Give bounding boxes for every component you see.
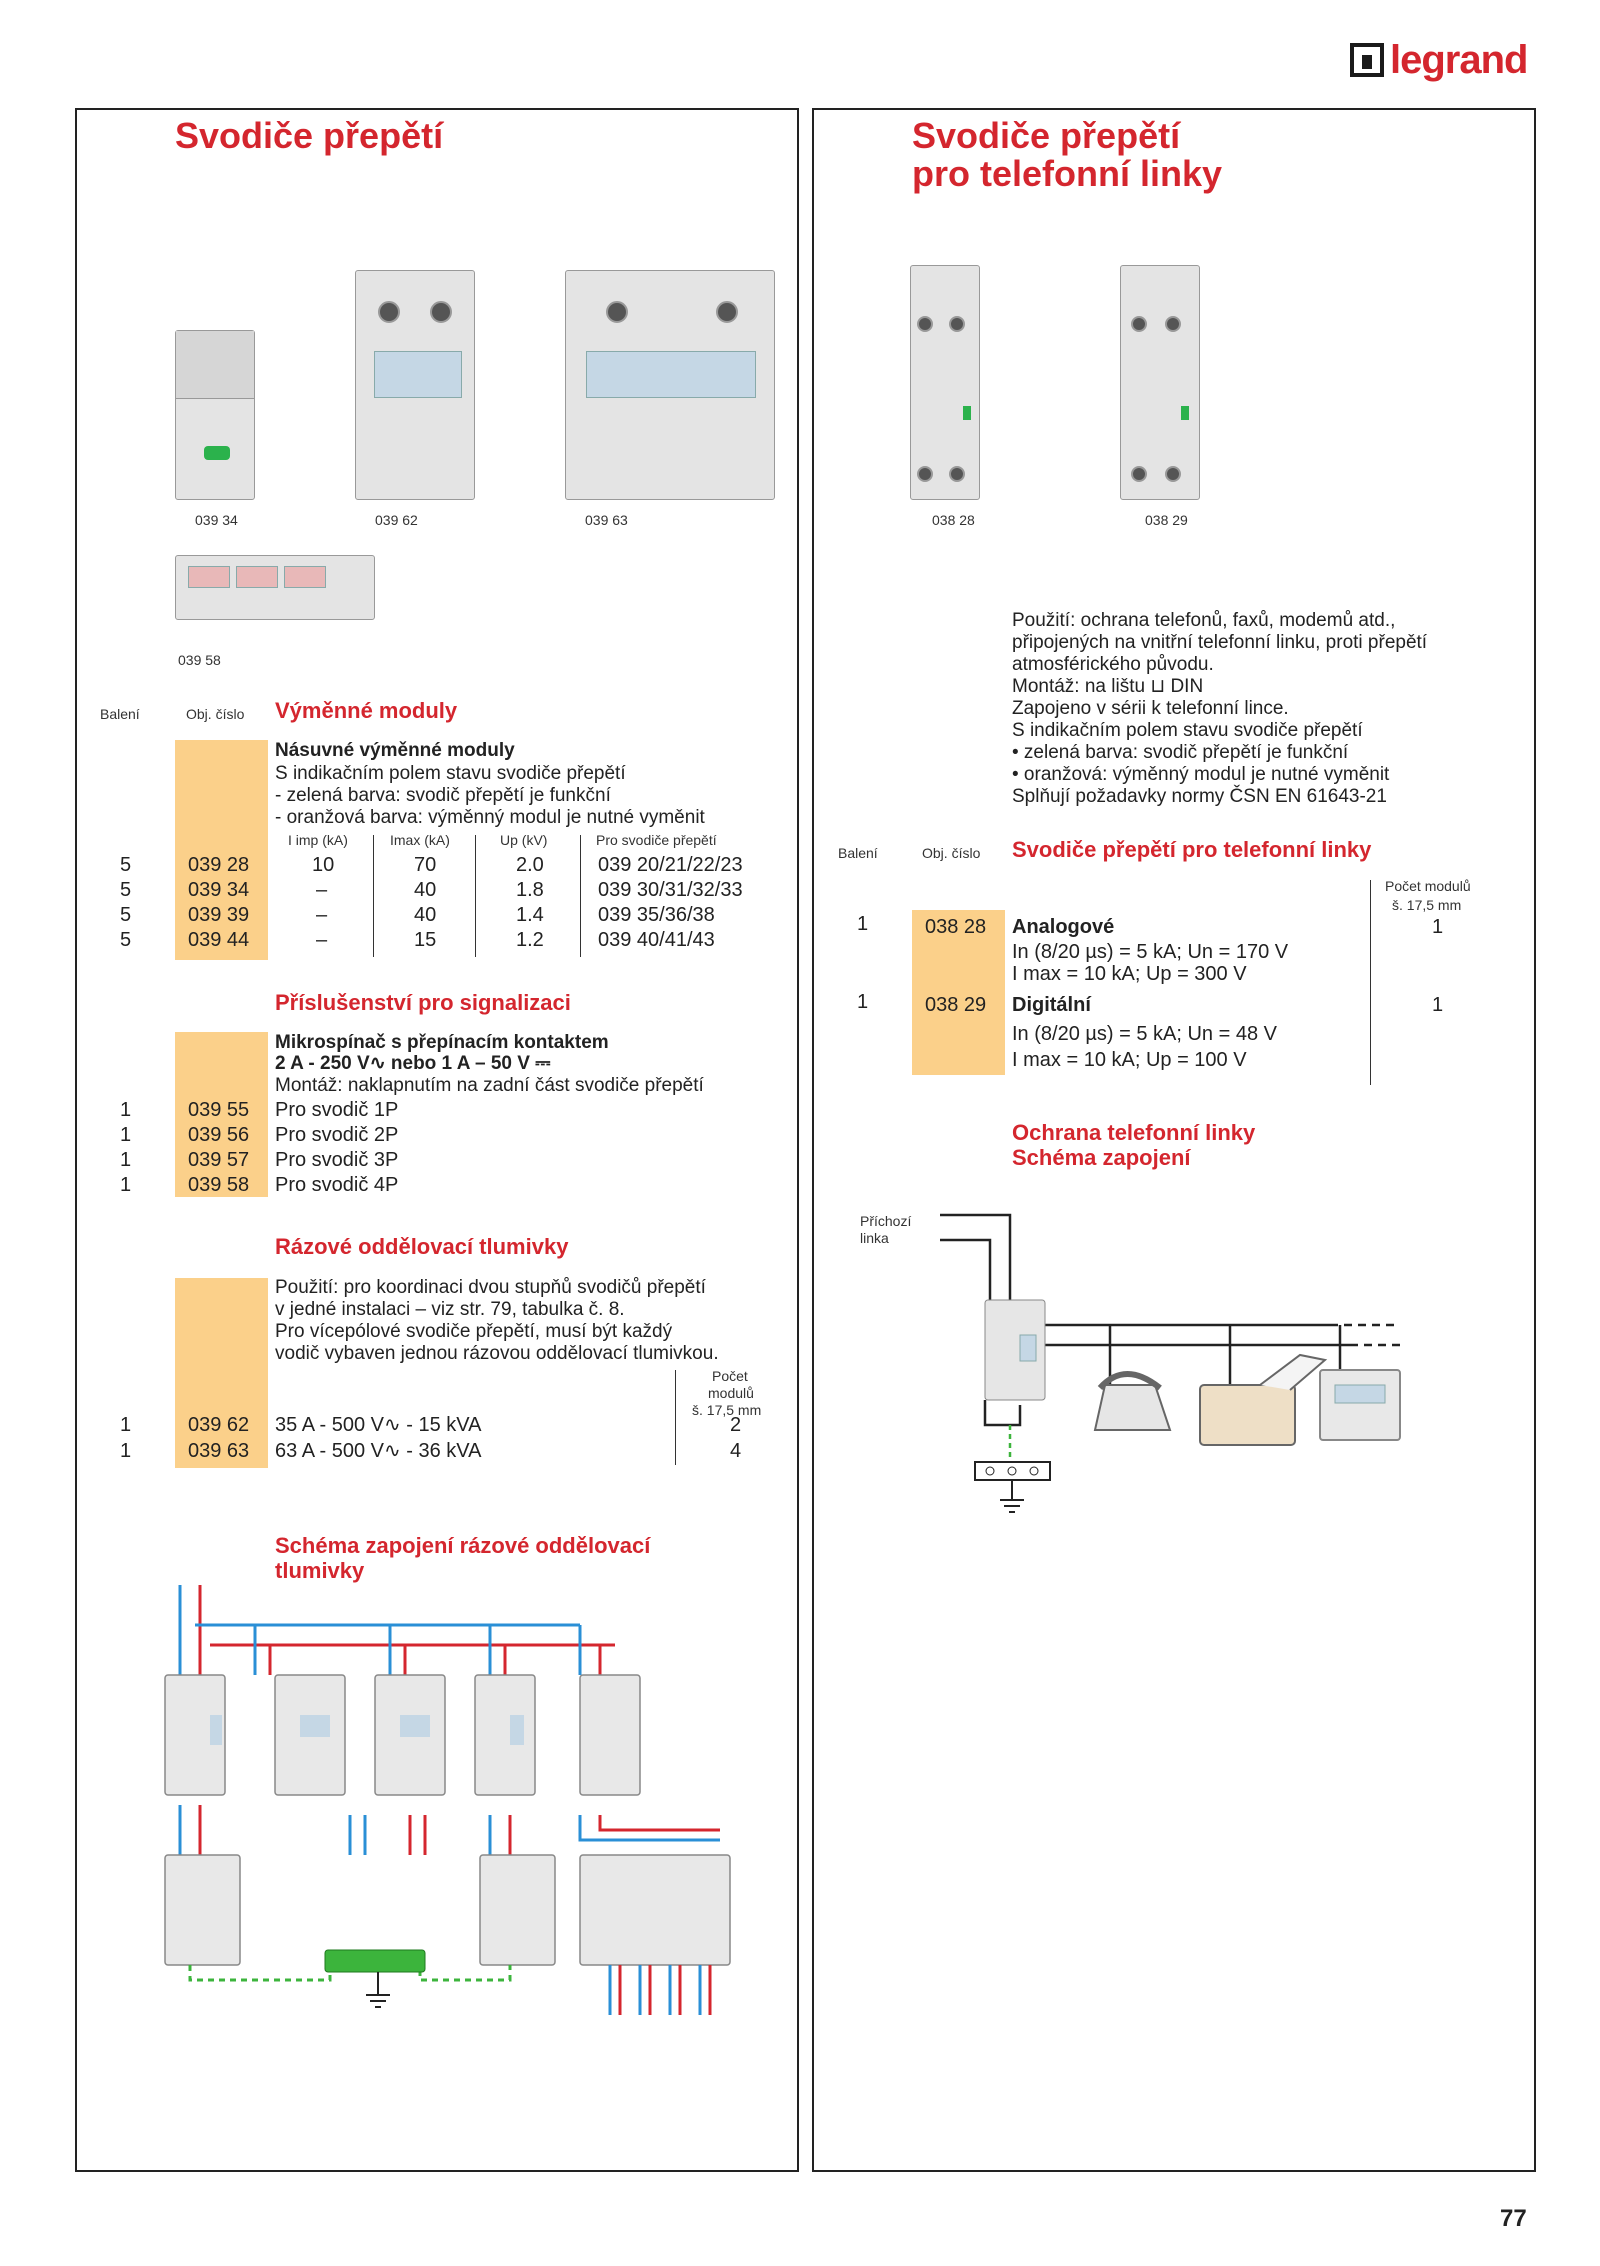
cell-desc: 63 A - 500 V∿ - 36 kVA: [275, 1440, 482, 1462]
cell-baleni: 5: [120, 879, 132, 901]
subtitle: Násuvné výměnné moduly: [275, 740, 515, 761]
cell-imax: 40: [414, 879, 437, 901]
section-title-telefonni: Svodiče přepětí pro telefonní linky: [1012, 837, 1372, 862]
text-line: Splňují požadavky normy ČSN EN 61643-21: [1012, 786, 1387, 807]
cell-obj: 039 57: [188, 1149, 250, 1171]
text-line: - zelená barva: svodič přepětí je funkční: [275, 785, 611, 806]
cell-iimp: 10: [312, 854, 335, 876]
table-header: I imp (kA): [288, 832, 348, 848]
cell-spec: In (8/20 µs) = 5 kA; Un = 48 V: [1012, 1023, 1277, 1045]
cell-obj: 039 56: [188, 1124, 250, 1146]
image-label: 039 58: [178, 652, 221, 668]
cell-up: 1.8: [516, 879, 544, 901]
cell-desc: Pro svodič 3P: [275, 1149, 399, 1171]
pocet-header: Počet modulů: [1385, 878, 1471, 894]
prichozi-label: Příchozí: [860, 1213, 912, 1229]
image-label: 039 63: [585, 512, 628, 528]
schema-title: Schéma zapojení rázové oddělovací: [275, 1533, 651, 1558]
text-line: Použití: pro koordinaci dvou stupňů svodičů přepětí: [275, 1277, 706, 1298]
cell-up: 1.2: [516, 929, 544, 951]
cell-name: Analogové: [1012, 916, 1115, 938]
order-code-column: [175, 740, 268, 960]
text-line: Pro vícepólové svodiče přepětí, musí být každý: [275, 1321, 673, 1342]
table-header: Pro svodiče přepětí: [596, 832, 717, 848]
right-title: pro telefonní linky: [912, 153, 1223, 194]
cell-obj: 039 63: [188, 1440, 250, 1462]
section-title-razove: Rázové oddělovací tlumivky: [275, 1234, 569, 1259]
image-label: 038 28: [932, 512, 975, 528]
cell-pro: 039 20/21/22/23: [598, 854, 743, 876]
text-line: vodič vybaven jednou rázovou oddělovací tlumivkou.: [275, 1343, 719, 1364]
cell-obj: 039 34: [188, 879, 250, 901]
cell-iimp: –: [316, 929, 328, 951]
cell-baleni: 1: [120, 1440, 132, 1462]
page-number: 77: [1500, 2205, 1527, 2232]
cell-baleni: 1: [857, 991, 869, 1013]
product-image-039-62: [355, 270, 475, 500]
cell-obj: 039 28: [188, 854, 250, 876]
cell-imax: 40: [414, 904, 437, 926]
text-line: atmosférického původu.: [1012, 654, 1214, 675]
col-header-baleni: Balení: [838, 845, 878, 861]
pocet-header: š. 17,5 mm: [1392, 897, 1462, 913]
text-line: Použití: ochrana telefonů, faxů, modemů atd.,: [1012, 610, 1396, 631]
col-header-obj: Obj. číslo: [186, 706, 245, 722]
pocet-header: š. 17,5 mm: [692, 1402, 762, 1418]
image-label: 039 62: [375, 512, 418, 528]
cell-spec: I max = 10 kA; Up = 100 V: [1012, 1049, 1247, 1071]
cell-pro: 039 35/36/38: [598, 904, 715, 926]
text-line: Montáž: naklapnutím na zadní část svodiče přepětí: [275, 1075, 704, 1096]
pocet-header: modulů: [708, 1385, 754, 1401]
cell-baleni: 1: [120, 1174, 132, 1196]
text-line: • oranžová: výměnný modul je nutné vyměnit: [1012, 764, 1390, 785]
cell-up: 1.4: [516, 904, 544, 926]
product-image-039-34: [175, 330, 255, 500]
text-line: - oranžová barva: výměnný modul je nutné vyměnit: [275, 807, 705, 828]
cell-spec: I max = 10 kA; Up = 300 V: [1012, 963, 1247, 985]
brand-name: legrand: [1390, 37, 1528, 82]
product-image-039-58: [175, 555, 375, 620]
cell-obj: 039 62: [188, 1414, 250, 1436]
cell-pocet: 2: [730, 1414, 742, 1436]
wiring-schematic: [150, 1585, 750, 2025]
cell-baleni: 5: [120, 904, 132, 926]
cell-obj: 039 58: [188, 1174, 250, 1196]
product-image-038-28: [910, 265, 980, 500]
product-image-039-63: [565, 270, 775, 500]
col-header-baleni: Balení: [100, 706, 140, 722]
text-line: připojených na vnitřní telefonní linku, proti přepětí: [1012, 632, 1428, 653]
left-title: Svodiče přepětí: [175, 115, 444, 156]
cell-spec: In (8/20 µs) = 5 kA; Un = 170 V: [1012, 941, 1289, 963]
table-header: Imax (kA): [390, 832, 450, 848]
cell-obj: 039 44: [188, 929, 250, 951]
cell-pro: 039 40/41/43: [598, 929, 715, 951]
subtitle: 2 A - 250 V∿ nebo 1 A – 50 V ⎓: [275, 1053, 551, 1074]
cell-desc: Pro svodič 1P: [275, 1099, 399, 1121]
cell-obj: 038 29: [925, 994, 987, 1016]
cell-baleni: 5: [120, 929, 132, 951]
cell-imax: 15: [414, 929, 437, 951]
telephone-schematic: [930, 1200, 1490, 1520]
cell-iimp: –: [316, 879, 328, 901]
section-title-vymenne: Výměnné moduly: [275, 698, 458, 723]
cell-imax: 70: [414, 854, 437, 876]
ochrana-title: Schéma zapojení: [1012, 1145, 1191, 1170]
product-image-038-29: [1120, 265, 1200, 500]
legrand-logo-icon: [1350, 43, 1384, 77]
table-header: Up (kV): [500, 832, 548, 848]
cell-obj: 038 28: [925, 916, 987, 938]
cell-up: 2.0: [516, 854, 544, 876]
image-label: 038 29: [1145, 512, 1188, 528]
cell-baleni: 1: [120, 1099, 132, 1121]
cell-baleni: 1: [120, 1149, 132, 1171]
cell-pocet: 1: [1432, 994, 1444, 1016]
prichozi-label: linka: [860, 1230, 889, 1246]
cell-desc: Pro svodič 2P: [275, 1124, 399, 1146]
cell-desc: Pro svodič 4P: [275, 1174, 399, 1196]
cell-pro: 039 30/31/32/33: [598, 879, 743, 901]
text-line: Zapojeno v sérii k telefonní lince.: [1012, 698, 1289, 719]
image-label: 039 34: [195, 512, 238, 528]
ochrana-title: Ochrana telefonní linky: [1012, 1120, 1256, 1145]
cell-obj: 039 39: [188, 904, 250, 926]
cell-baleni: 1: [120, 1414, 132, 1436]
cell-pocet: 1: [1432, 916, 1444, 938]
text-line: v jedné instalaci – viz str. 79, tabulka č. 8.: [275, 1299, 625, 1320]
legrand-logo: [1350, 38, 1527, 82]
section-title-prislusenstvi: Příslušenství pro signalizaci: [275, 990, 571, 1015]
col-header-obj: Obj. číslo: [922, 845, 981, 861]
text-line: S indikačním polem stavu svodiče přepětí: [275, 763, 626, 784]
cell-baleni: 1: [120, 1124, 132, 1146]
cell-obj: 039 55: [188, 1099, 250, 1121]
text-line: • zelená barva: svodič přepětí je funkční: [1012, 742, 1349, 763]
text-line: Montáž: na lištu ⊔ DIN: [1012, 676, 1204, 697]
cell-name: Digitální: [1012, 994, 1091, 1016]
cell-iimp: –: [316, 904, 328, 926]
schema-title: tlumivky: [275, 1558, 365, 1583]
text-line: S indikačním polem stavu svodiče přepětí: [1012, 720, 1363, 741]
cell-baleni: 1: [857, 913, 869, 935]
cell-baleni: 5: [120, 854, 132, 876]
subtitle: Mikrospínač s přepínacím kontaktem: [275, 1032, 609, 1053]
right-title: Svodiče přepětí: [912, 115, 1181, 156]
cell-pocet: 4: [730, 1440, 742, 1462]
pocet-header: Počet: [712, 1368, 748, 1384]
cell-desc: 35 A - 500 V∿ - 15 kVA: [275, 1414, 482, 1436]
